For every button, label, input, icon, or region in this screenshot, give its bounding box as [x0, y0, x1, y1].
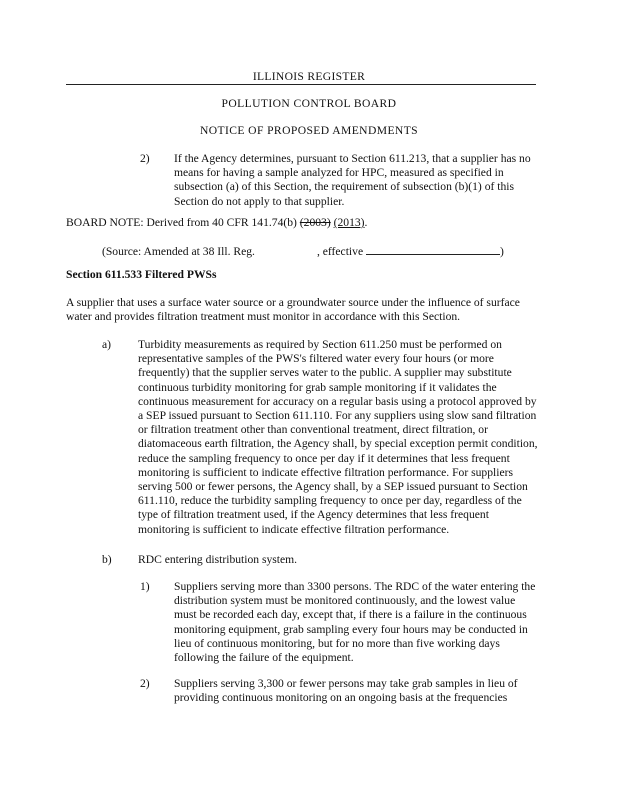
paragraph-b2-label: 2) — [140, 677, 150, 690]
intro-paragraph: A supplier that uses a surface water source or a groundwater source under the influence of surface water and provides filtration treatment must monitor in accordance with this Section. — [66, 296, 520, 324]
board-note-prefix: BOARD NOTE: Derived from 40 CFR 141.74(b) — [66, 216, 300, 229]
paragraph-b-label: b) — [102, 553, 112, 566]
paragraph-a-label: a) — [102, 338, 112, 351]
paragraph-b-text: RDC entering distribution system. — [138, 553, 298, 566]
source-effective-blank — [366, 243, 500, 255]
board-note — [66, 216, 536, 230]
board-title: POLLUTION CONTROL BOARD — [221, 97, 397, 110]
paragraph-b1-text: Suppliers serving more than 3300 persons. The RDC of the water entering the distribution system must be monitored continuously, and the lowest value must be recorded each day, except that, if there is a failure in the continuous monitoring equipment, grab sampling every four hours may be conducted in lieu of continuous monitoring, but for no more than five working days following the failure of the equipment. — [174, 580, 536, 665]
source-mid: , effective — [316, 245, 364, 258]
source-line — [102, 243, 542, 259]
paragraph-2-label: 2) — [140, 152, 150, 165]
paragraph-a-text: Turbidity measurements as required by Section 611.250 must be performed on representative samples of the PWS's filtered water every four hours (or more frequently) that the supplier serves water to the public. A supplier may substitute continuous turbidity monitoring for grab sample monitoring if it validates the continuous measurement for accuracy on a regular basis using a protocol approved by a SEP issued pursuant to Section 611.110. For any suppliers using slow sand filtration or filtration treatment other than conventional treatment, direct filtration, or diatomaceous earth filtration, the Agency shall, by special exception permit condition, reduce the sampling frequency to once per day if it determines that less frequent monitoring is sufficient to indicate effective filtration performance. For suppliers serving 500 or fewer persons, the Agency shall, by a SEP issued pursuant to Section 611.110, reduce the turbidity sampling frequency to once per day, regardless of the type of filtration treatment used, if the Agency determines that less frequent monitoring is sufficient to indicate effective filtration performance. — [138, 338, 538, 536]
board-note-inserted-year: (2013) — [333, 216, 365, 229]
source-end: ) — [500, 245, 504, 258]
paragraph-2-text: If the Agency determines, pursuant to Section 611.213, that a supplier has no means for having a sample analyzed for HPC, measured as specified in subsection (a) of this Section, the requirement of subsection (b)(1) of this Section do not apply to that supplier. — [174, 152, 531, 208]
section-heading: Section 611.533 Filtered PWSs — [66, 268, 217, 281]
paragraph-b2-text: Suppliers serving 3,300 or fewer persons may take grab samples in lieu of providing continuous monitoring on an ongoing basis at the frequencies — [174, 677, 518, 705]
board-note-suffix: . — [364, 216, 368, 229]
register-header: ILLINOIS REGISTER — [252, 70, 366, 83]
board-note-struck-year: (2003) — [299, 216, 331, 229]
paragraph-b1-label: 1) — [140, 580, 150, 593]
source-start: (Source: Amended at 38 Ill. Reg. — [102, 245, 255, 258]
notice-title: NOTICE OF PROPOSED AMENDMENTS — [199, 124, 419, 137]
